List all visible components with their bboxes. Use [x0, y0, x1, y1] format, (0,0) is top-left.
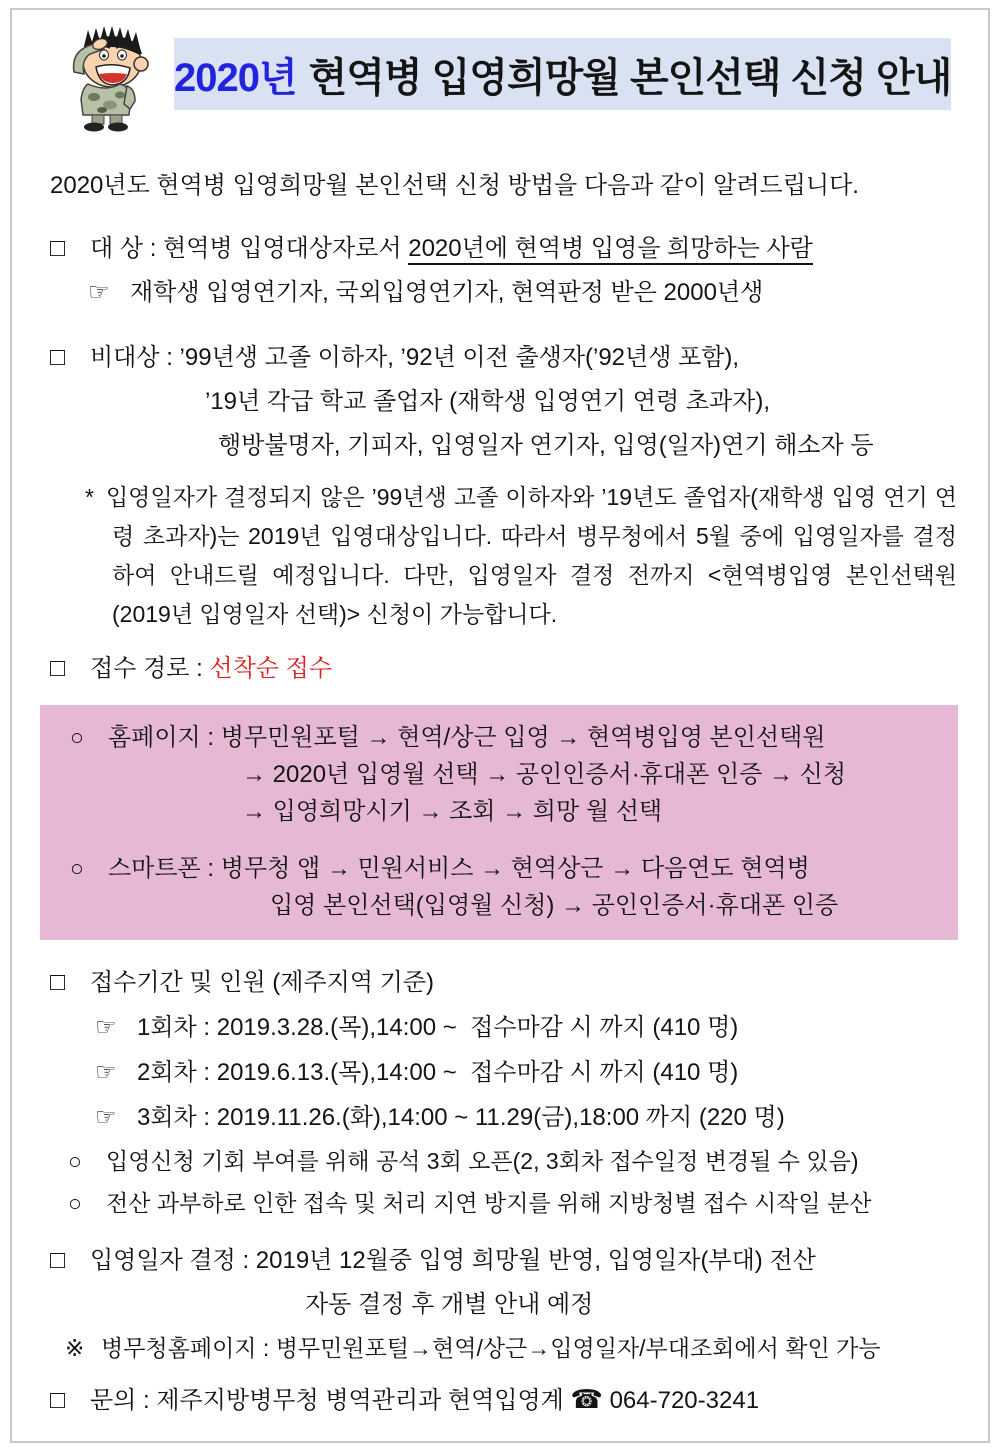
pointing-hand-icon: ☞: [95, 1104, 117, 1131]
decision-reference-line: [50, 1327, 950, 1369]
non-target-line3-text: 행방불명자, 기피자, 입영일자 연기자, 입영(일자)연기 해소자 등: [218, 432, 874, 459]
decision-line2-text: 자동 결정 후 개별 안내 예정: [305, 1291, 594, 1318]
route-item-label: 홈페이지 :: [108, 724, 221, 751]
circle-bullet-icon: ○: [68, 1190, 82, 1216]
saluting-soldier-icon: [50, 22, 168, 134]
non-target-line3: [50, 424, 950, 468]
schedule-note-text: 전산 과부하로 인한 접속 및 처리 지연 방지를 위해 지방청별 접수 시작일 분산: [106, 1190, 872, 1216]
route-item-label: 스마트폰 :: [108, 855, 221, 882]
contact-line: [50, 1377, 950, 1423]
route-item-step: 병무민원포털 → 현역/상근 입영 → 현역병입영 본인선택원: [220, 724, 826, 751]
route-item-smartphone-line2: [40, 887, 958, 924]
schedule-round-text: 2회차 : 2019.6.13.(목),14:00 ~ 접수마감 시 까지 (410 명): [137, 1059, 739, 1086]
title-banner: [174, 38, 951, 110]
square-bullet-icon: □: [50, 1386, 66, 1414]
circle-bullet-icon: ○: [70, 724, 84, 750]
route-item-smartphone: [40, 850, 958, 887]
schedule-section-heading: [50, 960, 950, 1005]
contact-phone-number: 064-720-3241: [602, 1387, 760, 1414]
non-target-section-heading: [50, 335, 950, 380]
contact-text: 문의 : 제주지방병무청 병역관리과 현역입영계: [90, 1387, 571, 1414]
decision-section-heading: [50, 1238, 950, 1283]
route-label: 접수 경로 :: [90, 655, 210, 682]
intro-text-span: 2020년도 현역병 입영희망월 본인선택 신청 방법을 다음과 같이 알려드립니다.: [50, 172, 859, 199]
page-title: 현역병 입영희망월 본인선택 신청 안내: [308, 55, 952, 100]
non-target-line2: [50, 380, 950, 424]
schedule-round-3: [50, 1095, 950, 1140]
schedule-round-2: [50, 1050, 950, 1095]
square-bullet-icon: □: [50, 234, 66, 262]
phone-icon: ☎: [570, 1384, 603, 1414]
square-bullet-icon: □: [50, 1246, 66, 1274]
square-bullet-icon: □: [50, 343, 66, 371]
asterisk-icon: *: [85, 484, 94, 510]
non-target-note-text: 입영일자가 결정되지 않은 ’99년생 고졸 이하자와 ’19년도 졸업자(재학생 입영 연기 연령 초과자)는 2019년 입영대상입니다. 따라서 병무청에서 5월 중에 입영일자를 결정하여 안내드릴 예정입니다. 다만, 입영일자 결정 전까지 <현역병입영 본인선택원(2019년 입영일자 선택)> 신청이 가능합니다.: [105, 484, 957, 627]
intro-text: [50, 164, 950, 208]
non-target-line1: 비대상 : ’99년생 고졸 이하자, ’92년 이전 출생자(’92년생 포함),: [90, 344, 740, 371]
square-bullet-icon: □: [50, 968, 66, 996]
circle-bullet-icon: ○: [68, 1148, 82, 1174]
target-section-heading: [50, 226, 950, 271]
target-sub-line: [50, 271, 950, 315]
square-bullet-icon: □: [50, 654, 66, 682]
non-target-line2-text: ’19년 각급 학교 졸업자 (재학생 입영연기 연령 초과자),: [205, 388, 771, 415]
target-underlined-text: 2020년에 현역병 입영을 희망하는 사람: [408, 235, 813, 265]
pointing-hand-icon: ☞: [95, 1059, 117, 1086]
schedule-note-text: 입영신청 기회 부여를 위해 공석 3회 오픈(2, 3회차 접수일정 변경될 수 있음): [106, 1148, 859, 1174]
title-year: 2020년: [174, 55, 297, 100]
header: [50, 22, 950, 134]
schedule-note-1: [50, 1140, 950, 1182]
schedule-note-2: [50, 1182, 950, 1224]
schedule-round-1: [50, 1005, 950, 1050]
schedule-round-text: 3회차 : 2019.11.26.(화),14:00 ~ 11.29(금),18:00 까지 (220 명): [137, 1104, 785, 1131]
target-label: 대 상 : 현역병 입영대상자로서: [90, 235, 409, 262]
target-sub-text: 재학생 입영연기자, 국외입영연기자, 현역판정 받은 2000년생: [130, 279, 764, 306]
pointing-hand-icon: ☞: [88, 279, 110, 306]
route-item-step: 입영 본인선택(입영월 신청) → 공인인증서·휴대폰 인증: [270, 892, 839, 919]
route-box: [40, 705, 958, 940]
route-item-homepage-line2: [40, 756, 958, 793]
route-highlight-text: 선착순 접수: [209, 655, 333, 682]
decision-line1-text: 입영일자 결정 : 2019년 12월중 입영 희망월 반영, 입영일자(부대) 전산: [90, 1247, 816, 1274]
route-section-heading: [50, 646, 950, 691]
saluting-soldier-svg: [50, 22, 168, 134]
decision-reference-text: 병무청홈페이지 : 병무민원포털→현역/상근→입영일자/부대조회에서 확인 가능: [101, 1335, 881, 1361]
route-item-homepage: [40, 719, 958, 756]
route-item-step: → 입영희망시기 → 조회 → 희망 월 선택: [242, 798, 663, 825]
schedule-heading-text: 접수기간 및 인원 (제주지역 기준): [90, 969, 435, 996]
route-item-step: 병무청 앱 → 민원서비스 → 현역상근 → 다음연도 현역병: [220, 855, 810, 882]
schedule-round-text: 1회차 : 2019.3.28.(목),14:00 ~ 접수마감 시 까지 (410 명): [137, 1014, 739, 1041]
non-target-note: [85, 478, 957, 634]
route-item-step: → 2020년 입영월 선택 → 공인인증서·휴대폰 인증 → 신청: [242, 761, 847, 788]
pointing-hand-icon: ☞: [95, 1014, 117, 1041]
route-item-homepage-line3: [40, 793, 958, 830]
decision-line2: [50, 1283, 950, 1327]
circle-bullet-icon: ○: [70, 855, 84, 881]
reference-mark-icon: ※: [65, 1335, 85, 1361]
